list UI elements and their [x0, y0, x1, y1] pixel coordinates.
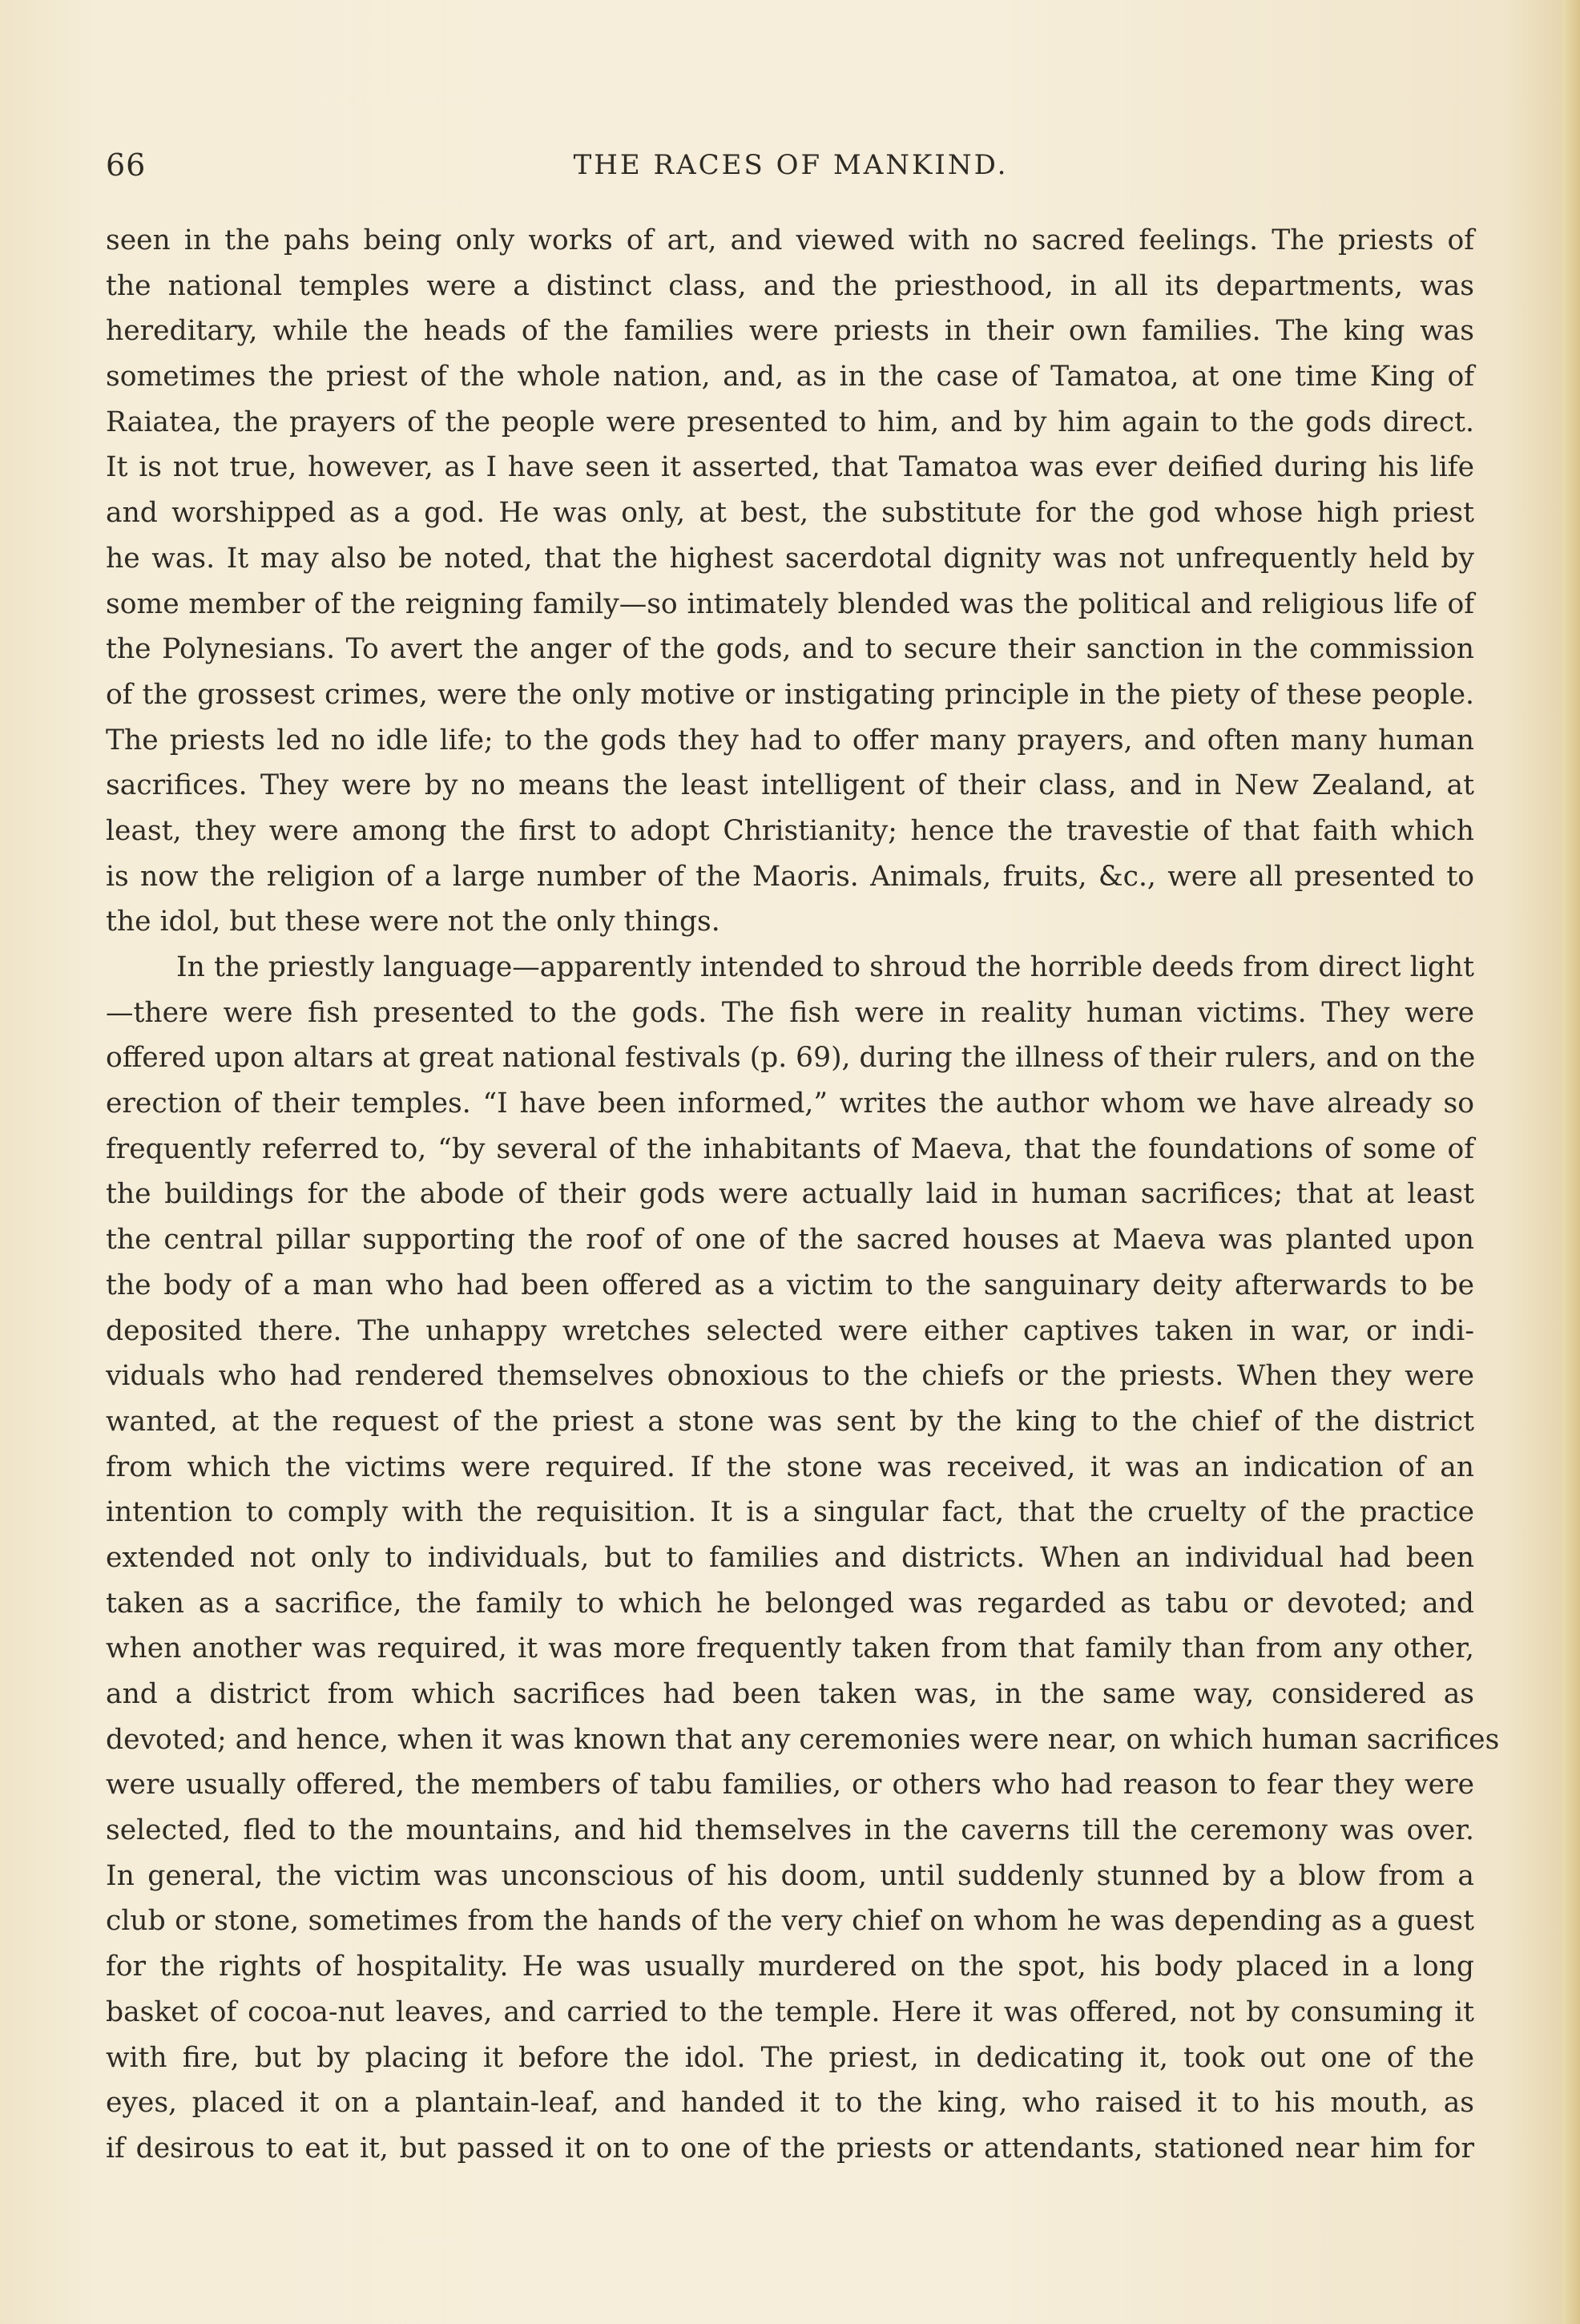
paragraph-end-line: the idol, but these were not the only things. [106, 906, 720, 938]
text-line: when another was required, it was more frequently taken from that family than from any other, [106, 1632, 1474, 1665]
text-line: from which the victims were required. If the stone was received, it was an indication of an [106, 1450, 1474, 1483]
text-line: Raiatea, the prayers of the people were presented to him, and by him again to the gods direct. [106, 405, 1474, 438]
text-line: hereditary, while the heads of the families were priests in their own families. The king was [106, 315, 1474, 348]
text-line: seen in the pahs being only works of art, and viewed with no sacred feelings. The priests of [106, 224, 1474, 256]
text-line: taken as a sacrifice, the family to which he belonged was regarded as tabu or devoted; and [106, 1587, 1474, 1620]
text-line: —there were fish presented to the gods. The fish were in reality human victims. They were [106, 996, 1474, 1029]
text-line: deposited there. The unhappy wretches selected were either captives taken in war, or indi- [106, 1314, 1474, 1347]
text-line: with fire, but by placing it before the idol. The priest, in dedicating it, took out one of the [106, 2041, 1474, 2074]
text-line: for the rights of hospitality. He was usually murdered on the spot, his body placed in a long [106, 1951, 1474, 1983]
page-number: 66 [106, 147, 147, 183]
running-head: THE RACES OF MANKIND. [573, 149, 1009, 181]
text-line: extended not only to individuals, but to families and districts. When an individual had been [106, 1541, 1474, 1574]
text-line: the national temples were a distinct class, and the priesthood, in all its departments, was [106, 269, 1474, 302]
text-line: he was. It may also be noted, that the highest sacerdotal dignity was not unfrequently held by [106, 542, 1474, 575]
text-line: the buildings for the abode of their gods were actually laid in human sacrifices; that at least [106, 1178, 1474, 1211]
text-line: sacrifices. They were by no means the least intelligent of their class, and in New Zealand, at [106, 769, 1474, 802]
text-line: if desirous to eat it, but passed it on to one of the priests or attendants, stationed near him for [106, 2132, 1474, 2165]
text-line: club or stone, sometimes from the hands of the very chief on whom he was depending as a guest [106, 1905, 1474, 1938]
text-line: frequently referred to, “by several of the inhabitants of Maeva, that the foundations of some of [106, 1132, 1474, 1165]
text-line: the body of a man who had been offered as a victim to the sanguinary deity afterwards to be [106, 1269, 1474, 1301]
text-line: basket of cocoa-nut leaves, and carried to the temple. Here it was offered, not by consuming it [106, 1995, 1474, 2028]
text-line: some member of the reigning family—so intimately blended was the political and religious life of [106, 587, 1474, 620]
text-line: eyes, placed it on a plantain-leaf, and handed it to the king, who raised it to his mouth, as [106, 2087, 1474, 2120]
paragraph-start-line: In the priestly language—apparently intended to shroud the horrible deeds from direct light [176, 951, 1474, 983]
text-line: It is not true, however, as I have seen it asserted, that Tamatoa was ever deified during his life [106, 451, 1474, 484]
text-line: wanted, at the request of the priest a stone was sent by the king to the chief of the district [106, 1405, 1474, 1438]
page-edge [1562, 0, 1580, 2324]
text-line: of the grossest crimes, were the only motive or instigating principle in the piety of these people. [106, 678, 1474, 711]
text-line: the Polynesians. To avert the anger of the gods, and to secure their sanction in the commission [106, 633, 1474, 666]
text-line: and worshipped as a god. He was only, at best, the substitute for the god whose high priest [106, 497, 1474, 530]
text-line: viduals who had rendered themselves obnoxious to the chiefs or the priests. When they were [106, 1360, 1474, 1393]
body-text [106, 218, 1500, 2172]
text-line: erection of their temples. “I have been informed,” writes the author whom we have already so [106, 1087, 1474, 1120]
text-line: offered upon altars at great national festivals (p. 69), during the illness of their rulers, and on the [106, 1042, 1476, 1075]
text-line: least, they were among the first to adopt Christianity; hence the travestie of that faith which [106, 814, 1474, 847]
text-line: selected, fled to the mountains, and hid themselves in the caverns till the ceremony was over. [106, 1814, 1474, 1847]
text-line: sometimes the priest of the whole nation, and, as in the case of Tamatoa, at one time King of [106, 361, 1474, 393]
text-line: were usually offered, the members of tabu families, or others who had reason to fear they were [106, 1769, 1474, 1802]
text-line: The priests led no idle life; to the gods they had to offer many prayers, and often many human [106, 724, 1474, 757]
page-header [106, 144, 1476, 192]
text-line: is now the religion of a large number of the Maoris. Animals, fruits, &c., were all presented to [106, 860, 1474, 893]
text-line: intention to comply with the requisition. It is a singular fact, that the cruelty of the practice [106, 1496, 1474, 1529]
text-line: and a district from which sacrifices had been taken was, in the same way, considered as [106, 1678, 1474, 1710]
text-line: devoted; and hence, when it was known that any ceremonies were near, on which human sacrifices [106, 1723, 1500, 1756]
text-line: the central pillar supporting the roof of one of the sacred houses at Maeva was planted upon [106, 1224, 1474, 1257]
text-line: In general, the victim was unconscious of his doom, until suddenly stunned by a blow from a [106, 1859, 1474, 1892]
